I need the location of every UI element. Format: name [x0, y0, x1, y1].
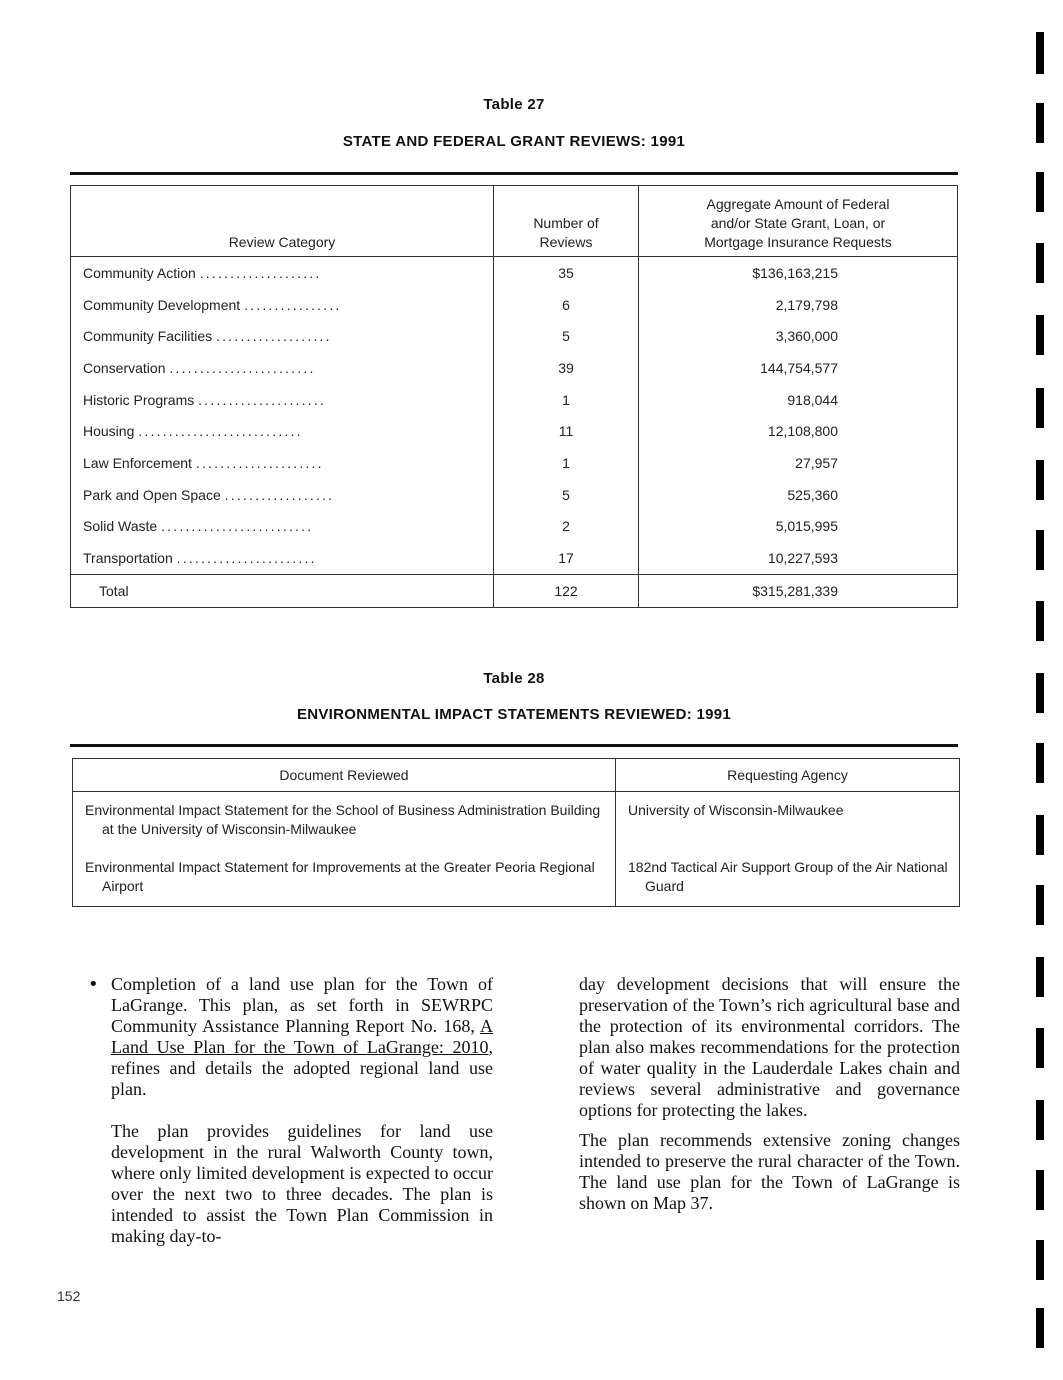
table28-top-rule: [70, 744, 958, 747]
header-aggregate-amount: Aggregate Amount of Federal and/or State Grant, Loan, or Mortgage Insurance Requests: [639, 186, 958, 257]
row-category: Park and Open Space ..................: [71, 479, 494, 511]
table-row: [73, 792, 960, 850]
scan-mark: [1036, 1240, 1044, 1280]
row-amount: 3,360,000: [775, 328, 838, 345]
table27-top-rule: [70, 172, 958, 175]
table28-title: ENVIRONMENTAL IMPACT STATEMENTS REVIEWED: 1991: [296, 706, 732, 723]
table27-caption: Table 27: [483, 96, 545, 113]
header-requesting-agency: Requesting Agency: [616, 759, 960, 792]
row-category: Housing ...........................: [71, 415, 494, 447]
table27-title: STATE AND FEDERAL GRANT REVIEWS: 1991: [342, 133, 686, 150]
row-category: Historic Programs .....................: [71, 384, 494, 416]
scan-mark: [1036, 743, 1044, 783]
row-amount: 5,015,995: [775, 518, 838, 535]
row-document: Environmental Impact Statement for the School of Business Administration Building at the University of Wisconsin-Milwaukee: [73, 792, 616, 850]
scan-mark: [1036, 172, 1044, 212]
body-right-column: [579, 974, 960, 1214]
table-row: [71, 320, 958, 352]
row-category: Community Action ....................: [71, 257, 494, 289]
table-header-row: [71, 186, 958, 257]
row-agency: University of Wisconsin-Milwaukee: [628, 802, 844, 818]
scan-mark: [1036, 243, 1044, 283]
environmental-impact-table: [72, 758, 960, 907]
header-document-reviewed: Document Reviewed: [73, 759, 616, 792]
row-category: Community Development ................: [71, 289, 494, 321]
row-reviews: 1: [494, 384, 639, 416]
row-reviews: 1: [494, 447, 639, 479]
table-header-row: [73, 759, 960, 792]
row-amount: 12,108,800: [767, 423, 838, 440]
scan-registration-marks: [1036, 0, 1050, 1380]
scan-mark: [1036, 1028, 1044, 1068]
row-amount: $136,163,215: [752, 264, 838, 281]
scan-mark: [1036, 1308, 1044, 1348]
total-row: [71, 574, 958, 607]
row-amount: 2,179,798: [775, 296, 838, 313]
table-row: [71, 479, 958, 511]
table-row: [71, 384, 958, 416]
scan-mark: [1036, 1100, 1044, 1140]
row-category: Solid Waste .........................: [71, 511, 494, 543]
scan-mark: [1036, 957, 1044, 997]
row-reviews: 17: [494, 542, 639, 574]
row-reviews: 11: [494, 415, 639, 447]
row-category: Law Enforcement .....................: [71, 447, 494, 479]
table-row: [73, 849, 960, 907]
report-title: A Land Use Plan for the Town of LaGrange: 2010: [111, 1016, 493, 1057]
row-reviews: 35: [494, 257, 639, 289]
row-reviews: 5: [494, 320, 639, 352]
row-document: Environmental Impact Statement for Improvements at the Greater Peoria Regional Airport: [73, 849, 616, 907]
total-label: Total: [71, 574, 494, 607]
total-reviews: 122: [494, 574, 639, 607]
scan-mark: [1036, 388, 1044, 428]
scan-mark: [1036, 103, 1044, 143]
body-paragraph: The plan recommends extensive zoning changes intended to preserve the rural character of the Town. The land use plan for the Town of LaGrange is shown on Map 37.: [579, 1130, 960, 1213]
total-amount: $315,281,339: [639, 574, 958, 607]
scan-mark: [1036, 530, 1044, 570]
row-agency: 182nd Tactical Air Support Group of the Air National Guard: [628, 859, 948, 894]
scan-mark: [1036, 32, 1044, 74]
row-amount: 144,754,577: [760, 359, 838, 376]
row-amount: 525,360: [787, 486, 838, 503]
scan-mark: [1036, 601, 1044, 641]
scan-mark: [1036, 315, 1044, 355]
table-row: [71, 542, 958, 574]
row-amount: 918,044: [787, 391, 838, 408]
row-amount: 10,227,593: [767, 550, 838, 567]
table28-caption: Table 28: [483, 670, 545, 687]
header-review-category: Review Category: [71, 186, 494, 257]
row-reviews: 6: [494, 289, 639, 321]
row-category: Community Facilities ...................: [71, 320, 494, 352]
scan-mark: [1036, 1170, 1044, 1210]
body-paragraph: Completion of a land use plan for the Town of LaGrange. This plan, as set forth in SEWRPC Community Assistance Planning Report No. 168, A Land Use Plan for the Town of LaGrange: 2010, refines and details the adopted regional land use plan.: [111, 974, 493, 1099]
table-row: [71, 511, 958, 543]
scan-mark: [1036, 673, 1044, 713]
row-category: Conservation ........................: [71, 352, 494, 384]
body-paragraph: The plan provides guidelines for land use development in the rural Walworth County town, where only limited development is expected to occur over the next two to three decades. The plan is intended to assist the Town Plan Commission in making day-to-: [111, 1121, 493, 1246]
table-row: [71, 352, 958, 384]
table-row: [71, 257, 958, 289]
grant-reviews-table: [70, 185, 958, 608]
body-paragraph: day development decisions that will ensure the preservation of the Town’s rich agricultural base and the protection of its environmental corridors. The plan also makes recommendations for the protection of water quality in the Lauderdale Lakes chain and reviews several administrative and governance options for protecting the lakes.: [579, 974, 960, 1120]
row-category: Transportation .......................: [71, 542, 494, 574]
table-row: [71, 447, 958, 479]
page-number: 152: [57, 1288, 81, 1304]
scan-mark: [1036, 815, 1044, 855]
bullet-icon: •: [88, 974, 99, 995]
table-row: [71, 415, 958, 447]
scan-mark: [1036, 460, 1044, 500]
row-reviews: 39: [494, 352, 639, 384]
body-left-column: [111, 974, 493, 1247]
table-row: [71, 289, 958, 321]
row-reviews: 2: [494, 511, 639, 543]
header-number-of-reviews: Number of Reviews: [494, 186, 639, 257]
row-reviews: 5: [494, 479, 639, 511]
row-amount: 27,957: [795, 454, 838, 471]
scan-mark: [1036, 885, 1044, 925]
